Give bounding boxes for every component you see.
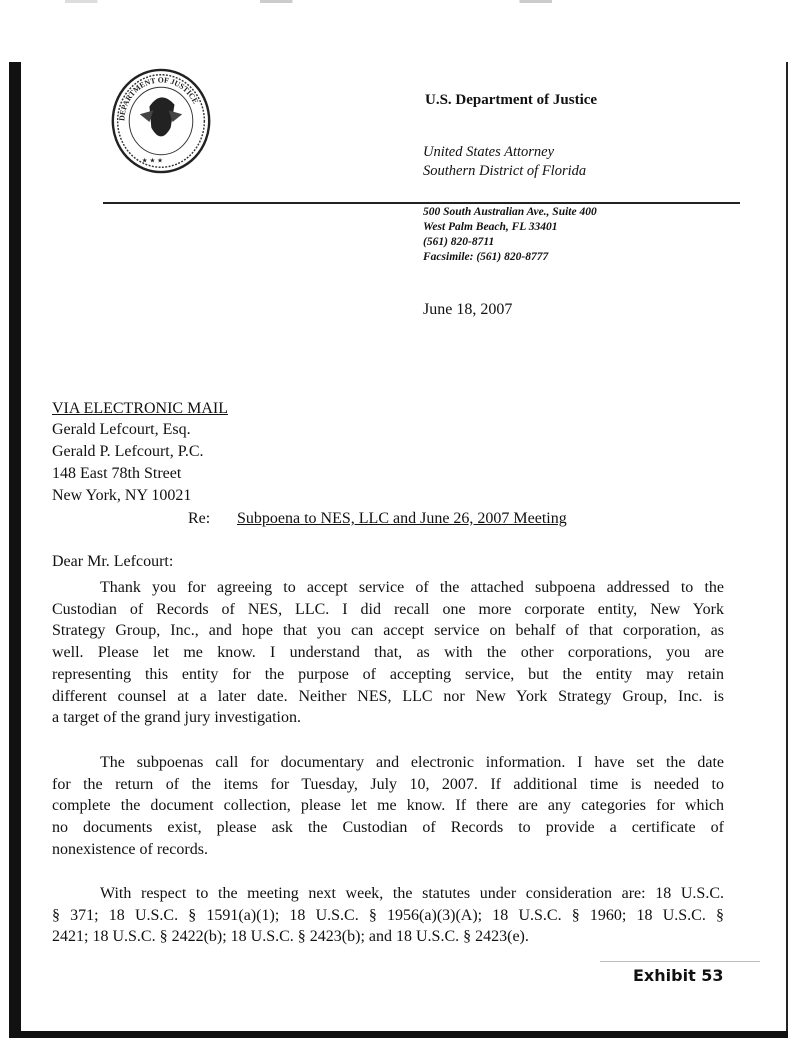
paragraph-1 [52,577,724,729]
svg-text:★ ★ ★: ★ ★ ★ [141,157,164,165]
department-name: U.S. Department of Justice [425,92,598,108]
fax-line: Facsimile: (561) 820-8777 [423,251,549,263]
seal-text: DEPARTMENT OF JUSTICE [117,75,201,122]
phone-line: (561) 820-8711 [423,236,495,248]
text-line: § 371; 18 U.S.C. § 1591(a)(1); 18 U.S.C. § 1956(a)(3)(A); 18 U.S.C. § 1960; 18 U.S.C. § [52,906,724,924]
doj-seal-icon [108,68,214,174]
text-line: 2421; 18 U.S.C. § 2422(b); 18 U.S.C. § 2423(b); and 18 U.S.C. § 2423(e). [52,928,529,946]
office-title: United States Attorney [423,144,555,160]
salutation: Dear Mr. Lefcourt: [52,553,174,570]
address-line: West Palm Beach, FL 33401 [423,221,558,233]
re-label: Re: [188,510,211,527]
text-line: for the return of the items for Tuesday, July 10, 2007. If additional time is needed to [52,775,724,793]
text-line: different counsel at a later date. Neither NES, LLC nor New York Strategy Group, Inc. is [52,687,724,705]
text-line: With respect to the meeting next week, the statutes under consideration are: 18 U.S.C. [100,885,724,902]
office-district: Southern District of Florida [423,163,587,179]
right-border [786,62,788,1038]
address-line: 500 South Australian Ave., Suite 400 [423,206,597,218]
recipient-line: 148 East 78th Street [52,465,182,482]
text-line: complete the document collection, please let me know. If there are any categories for which [52,797,724,815]
text-line: Strategy Group, Inc., and hope that you can accept service on behalf of that corporation, as [52,622,724,640]
re-subject: Subpoena to NES, LLC and June 26, 2007 Meeting [237,510,567,527]
letterhead-divider [103,202,740,204]
letter-date: June 18, 2007 [423,301,513,318]
exhibit-divider [600,961,760,962]
text-line: The subpoenas call for documentary and electronic information. I have set the date [100,754,724,771]
paragraph-3 [52,883,724,948]
paragraph-2 [52,752,724,861]
recipient-line: Gerald P. Lefcourt, P.C. [52,443,204,460]
recipient-line: New York, NY 10021 [52,487,192,504]
delivery-method: VIA ELECTRONIC MAIL [52,400,228,417]
exhibit-label: Exhibit 53 [633,966,724,985]
text-line: nonexistence of records. [52,840,208,858]
text-line: well. Please let me know. I understand that, as with the other corporations, you are [52,644,724,662]
text-line: representing this entity for the purpose of accepting service, but the entity may retain [52,665,724,683]
bottom-border [9,1031,788,1038]
text-line: no documents exist, please ask the Custodian of Records to provide a certificate of [52,819,724,837]
text-line: a target of the grand jury investigation. [52,709,301,727]
text-line: Thank you for agreeing to accept service of the attached subpoena addressed to the [100,579,724,596]
recipient-line: Gerald Lefcourt, Esq. [52,421,191,438]
text-line: Custodian of Records of NES, LLC. I did recall one more corporate entity, New York [52,600,724,618]
scan-edge [0,0,812,3]
left-border [9,62,21,1038]
